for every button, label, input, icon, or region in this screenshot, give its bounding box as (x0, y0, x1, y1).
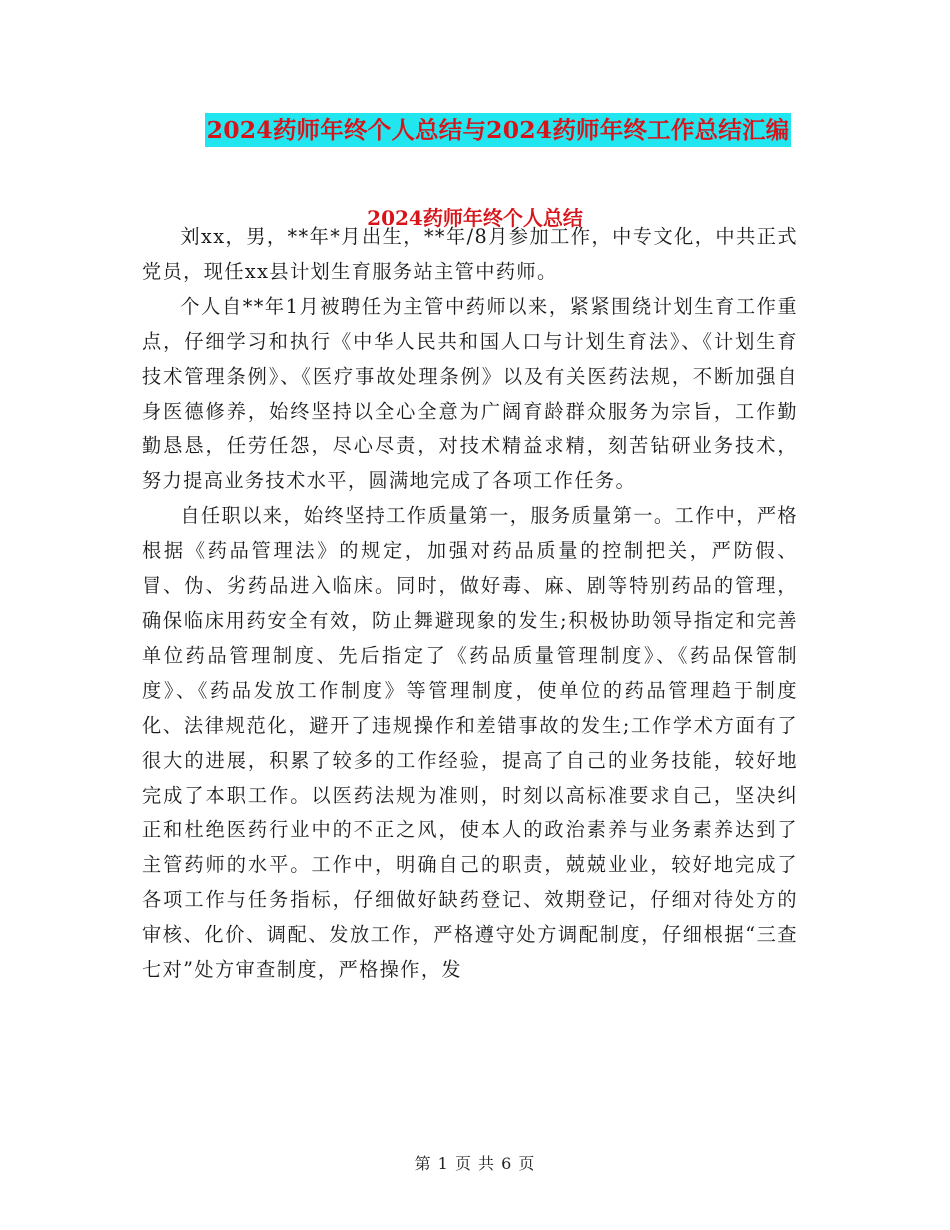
main-title: 2024药师年终个人总结与2024药师年终工作总结汇编 (205, 113, 792, 147)
paragraph-1: 刘xx，男，**年*月出生，**年/8月参加工作，中专文化，中共正式党员，现任xx县计划生育服务站主管中药师。 (142, 225, 798, 283)
section-title: 2024药师年终个人总结 (367, 206, 583, 230)
body-text (142, 220, 798, 988)
main-title-row (0, 113, 950, 147)
page-number: 第 1 页 共 6 页 (414, 1154, 536, 1173)
paragraph-3: 自任职以来，始终坚持工作质量第一，服务质量第一。工作中，严格根据《药品管理法》的规定，加强对药品质量的控制把关，严防假、冒、伪、劣药品进入临床。同时，做好毒、麻、剧等特别药品的管理，确保临床用药安全有效，防止舞避现象的发生;积极协助领导指定和完善单位药品管理制度、先后指定了《药品质量管理制度》、《药品保管制度》、《药品发放工作制度》等管理制度，使单位的药品管理趋于制度化、法律规范化，避开了违规操作和差错事故的发生;工作学术方面有了很大的进展，积累了较多的工作经验，提高了自己的业务技能，较好地完成了本职工作。以医药法规为准则，时刻以高标准要求自己，坚决纠正和杜绝医药行业中的不正之风，使本人的政治素养与业务素养达到了主管药师的水平。工作中，明确自己的职责，兢兢业业，较好地完成了各项工作与任务指标，仔细做好缺药登记、效期登记，仔细对待处方的审核、化价、调配、发放工作，严格遵守处方调配制度，仔细根据“三查七对”处方审查制度，严格操作，发 (142, 504, 799, 982)
paragraph-2: 个人自**年1月被聘任为主管中药师以来，紧紧围绕计划生育工作重点，仔细学习和执行《中华人民共和国人口与计划生育法》、《计划生育技术管理条例》、《医疗事故处理条例》以及有关医药法规，不断加强自身医德修养，始终坚持以全心全意为广阔育龄群众服务为宗旨，工作勤勤恳恳，任劳任怨，尽心尽责，对技术精益求精，刻苦钻研业务技术，努力提高业务技术水平，圆满地完成了各项工作任务。 (142, 294, 798, 493)
page-footer (0, 1154, 950, 1174)
